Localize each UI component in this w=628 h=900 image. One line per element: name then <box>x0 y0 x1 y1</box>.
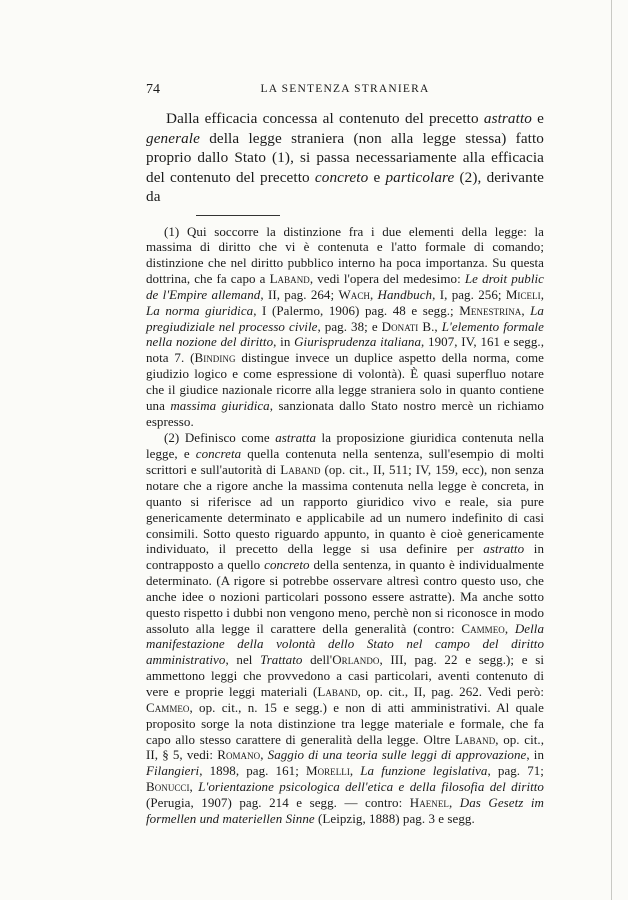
text-run: e <box>531 110 544 127</box>
italic-term: generale <box>146 129 200 147</box>
page-body <box>146 109 544 827</box>
main-paragraph <box>146 109 544 207</box>
footnotes <box>146 224 544 827</box>
author-name: Laband <box>269 271 310 287</box>
work-title: L'elemento formale nella nozione del diritto <box>146 318 544 350</box>
page-number: 74 <box>146 82 160 97</box>
work-title: Saggio di una teoria sulle leggi di approvazione <box>267 747 527 763</box>
author-name: Laband <box>455 731 496 747</box>
journal-title: Filangieri <box>146 763 200 779</box>
italic-term: astratta <box>275 430 317 446</box>
author-name: Cammeo <box>146 699 190 715</box>
main-text <box>146 109 544 207</box>
text-run: della legge straniera (non alla legge stessa) fatto proprio dallo Stato (1), si passa necessariamente alla efficacia del contenuto del precetto <box>146 129 544 186</box>
author-name: Orlando <box>332 652 380 668</box>
work-title: Handbuch <box>377 286 433 302</box>
author-name: Menestrina <box>459 302 522 318</box>
journal-title: Giurisprudenza italiana <box>294 334 422 350</box>
work-title: L'orientazione psicologica dell'etica e della filosofia del diritto <box>198 779 544 795</box>
work-title: La norma giuridica <box>146 302 254 318</box>
author-name: Donati B. <box>381 318 435 334</box>
footnote-1: (1) Qui soccorre la distinzione fra i due elementi della legge: la massima di diritto che vi è contenuta e l'atto formale di comando; distinzione che nel diritto pubblico interno ha poca importanza. Su questa dottrina, che fa capo a Laband, vedi l'opera del medesimo: Le droit public de l'Empire allemand, II, pag. 264; Wach, Handbuch, I, pag. 256; Miceli, La norma giuridica, I (Palermo, 1906) pag. 48 e segg.; Menestrina, La pregiudiziale nel processo civile, pag. 38; e Donati B., L'elemento formale nella nozione del diritto, in Giurisprudenza italiana, 1907, IV, 161 e segg., nota 7. (Binding distingue invece un duplice aspetto della norma, come giudizio logico e come espressione di volontà). È quasi superfluo notare che il giudice nazionale ricorre alla legge straniera solo in quanto contiene una massima giuridica, sanzionata dallo Stato nostro mercè un richiamo espresso. <box>146 223 545 429</box>
author-name: Morelli <box>305 763 350 779</box>
work-title: Das Gesetz im formellen und materiellen Sinne <box>146 794 544 826</box>
text-run: (2), derivante da <box>146 168 544 205</box>
text-run: e <box>368 168 386 186</box>
author-name: Wach <box>338 286 370 302</box>
italic-term: concreto <box>264 557 310 573</box>
footnote-separator <box>196 215 280 216</box>
author-name: Cammeo <box>461 620 505 636</box>
author-name: Bonucci <box>146 779 190 795</box>
italic-term: concreta <box>195 446 242 462</box>
italic-term: particolare <box>385 168 455 186</box>
work-title: Trattato <box>260 652 303 668</box>
author-name: Laband <box>280 462 321 478</box>
author-name: Romano <box>217 747 261 763</box>
work-title: Le droit public de l'Empire allemand <box>146 271 545 302</box>
page-header <box>146 82 544 100</box>
author-name: Laband <box>317 683 358 699</box>
page-edge-line <box>611 0 612 900</box>
text-run: Dalla efficacia concessa al contenuto del precetto <box>166 110 484 127</box>
author-name: Binding <box>194 350 236 366</box>
work-title: La funzione legislativa <box>360 763 488 779</box>
footnote-2: (2) Definisco come astratta la proposizione giuridica contenuta nella legge, e concreta quella contenuta nella sentenza, sull'esempio di molti scrittori e sull'autorità di Laband (op. cit., II, 511; IV, 159, ecc), non senza notare che a rigore anche la massima contenuta nella legge è concreta, in quanto si riferisce ad un rapporto giuridico vivo e reale, sia pure genericamente determinato e applicabile ad un numero indefinito di casi consimili. Sotto questo riguardo appunto, in quanto è cioè genericamente individuato, il precetto della legge si usa definire per astratto in contrapposto a quello concreto della sentenza, in quanto è individualmente determinato. (A rigore si potrebbe osservare altresì contro questo uso, che anche idee o nozioni particolari possono essere astratte). Ma anche sotto questo rispetto i dubbi non vengono meno, perchè non si riconosce in modo assoluto alla legge il carattere della generalità (contro: Cammeo, Della manifestazione della volontà dello Stato nel campo del diritto amministrativo, nel Trattato dell'Orlando, III, pag. 22 e segg.); e si ammettono leggi che provvedono a casi particolari, aventi contenuto di vere e proprie leggi materiali (Laband, op. cit., II, pag. 262. Vedi però: Cammeo, op. cit., n. 15 e segg.) e non di atti amministrativi. Al quale proposito sorge la nota distinzione tra legge materiale e formale, che fa capo allo stesso carattere di generalità della legge. Oltre Laband, op. cit., II, § 5, vedi: Romano, Saggio di una teoria sulle leggi di approvazione, in Filangieri, 1898, pag. 161; Morelli, La funzione legislativa, pag. 71; Bonucci, L'orientazione psicologica dell'etica e della filosofia del diritto (Perugia, 1907) pag. 214 e segg. — contro: Haenel, Das Gesetz im formellen und materiellen Sinne (Leipzig, 1888) pag. 3 e segg. <box>146 430 545 826</box>
italic-term: massima giuridica <box>170 397 270 413</box>
author-name: Miceli <box>505 286 541 302</box>
running-title: LA SENTENZA STRANIERA <box>260 83 430 95</box>
author-name: Haenel <box>409 794 449 810</box>
work-title: La pregiudiziale nel processo civile <box>146 302 544 334</box>
italic-term: astratto <box>483 110 532 127</box>
work-title: Della manifestazione della volontà dello Stato nel campo del diritto amministrativo <box>146 620 544 668</box>
italic-term: concreto <box>314 168 369 186</box>
italic-term: astratto <box>483 541 525 557</box>
